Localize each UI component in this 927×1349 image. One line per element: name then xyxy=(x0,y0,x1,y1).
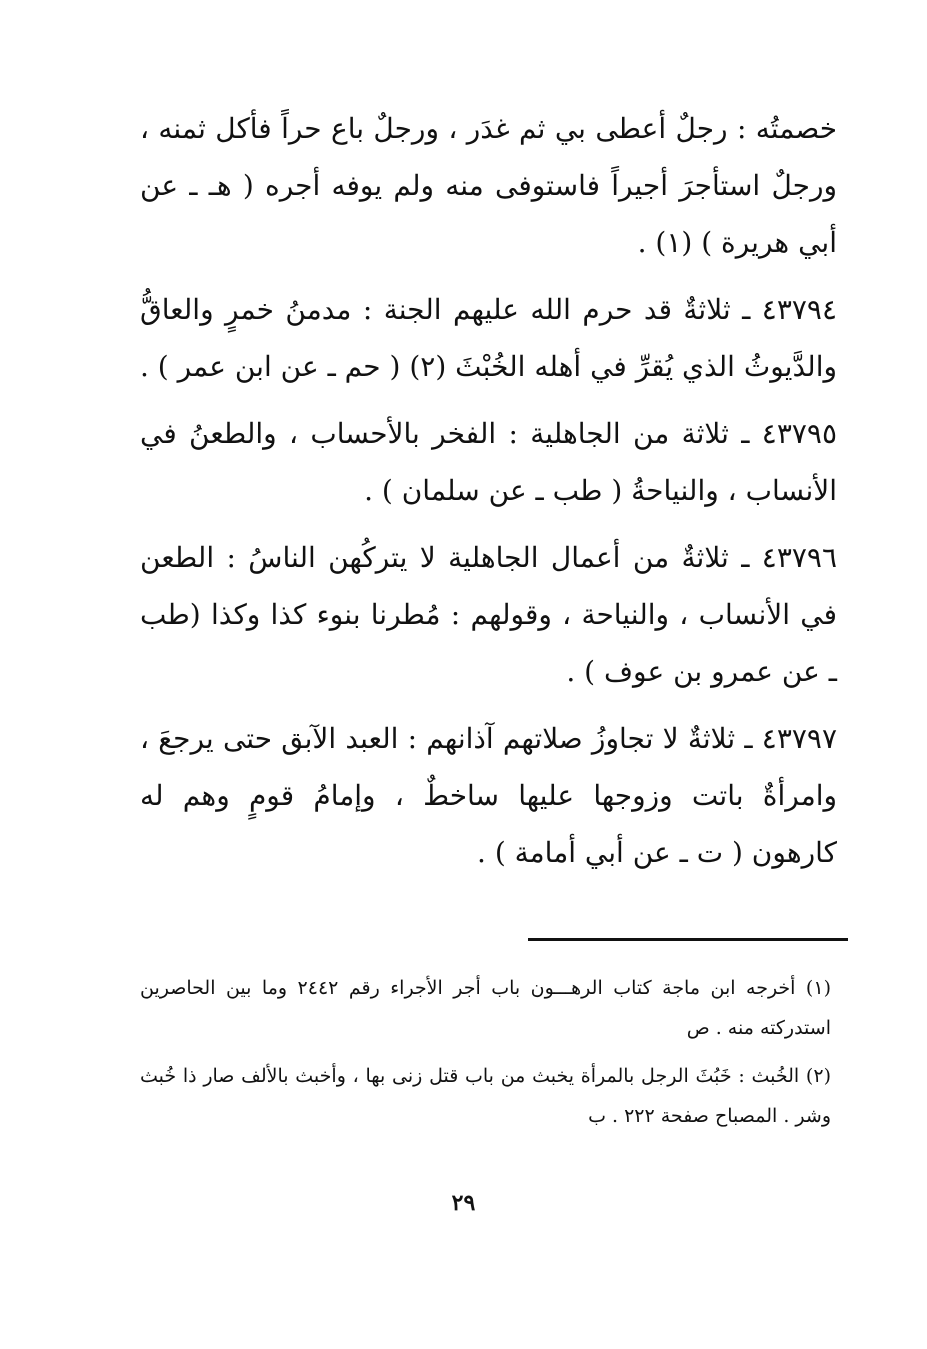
hadith-entry-43796: ٤٣٧٩٦ ـ ثلاثةٌ من أعمال الجاهلية لا يتركُهن الناسُ : الطعن في الأنساب ، والنياحة ، وقولهم : مُطرنا بنوء كذا وكذا (طب ـ عن عمرو بن عوف ) . xyxy=(140,541,837,688)
main-text xyxy=(140,100,837,881)
paragraph-continuation: خصمتُه : رجلٌ أعطى بي ثم غدَر ، ورجلٌ باع حراً فأكل ثمنه ، ورجلٌ استأجرَ أجيراً فاستوفى منه ولم يوفه أجره ( هـ ـ عن أبي هريرة ) (١) . xyxy=(140,112,837,259)
hadith-entry-43795: ٤٣٧٩٥ ـ ثلاثة من الجاهلية : الفخر بالأحساب ، والطعنُ في الأنساب ، والنياحةُ ( طب ـ عن سلمان ) . xyxy=(140,417,837,507)
hadith-entry-43794: ٤٣٧٩٤ ـ ثلاثةٌ قد حرم الله عليهم الجنة : مدمنُ خمرٍ والعاقُّ والدَّيوثُ الذي يُقرِّ في أهله الخُبْثَ (٢) ( حم ـ عن ابن عمر ) . xyxy=(139,293,837,383)
footnote-1: (١) أخرجه ابن ماجة كتاب الرهـــون باب أجر الأجراء رقم ٢٤٤٢ وما بين الحاصرين استدركته منه . ص xyxy=(140,977,831,1039)
hadith-entry-43797: ٤٣٧٩٧ ـ ثلاثةٌ لا تجاوزُ صلاتهم آذانهم : العبد الآبق حتى يرجعَ ، وامرأةٌ باتت وزوجها عليها ساخطٌ ، وإمامُ قومٍ وهم له كارهون ( ت ـ عن أبي أمامة ) . xyxy=(140,722,837,869)
footnote-divider xyxy=(528,938,848,941)
page-number: ٢٩ xyxy=(451,1190,476,1216)
footnote-2: (٢) الخُبث : خَبُثَ الرجل بالمرأة يخبث من باب قتل زنى بها ، وأخبث بالألف صار ذا خُبث وشر . المصباح صفحة ٢٢٢ . ب xyxy=(140,1065,831,1127)
footnotes xyxy=(140,968,831,1136)
